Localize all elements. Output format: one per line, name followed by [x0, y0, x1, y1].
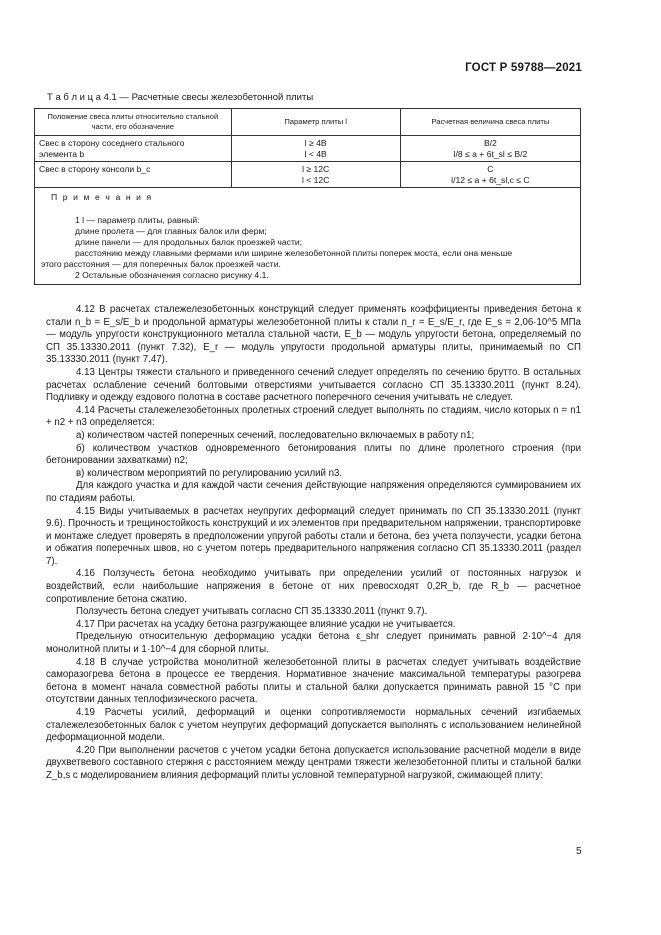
paragraph-4-13: 4.13 Центры тяжести стального и приведенного сечений следует определять по сечению брутто. В остальных расчетах ослабление сечений болтовыми отверстиями учитывается согласно СП 35.13330.2011 (пункт 8.24). Подливку и одежду ездового полотна в составе расчетного поперечного сечения учитывать не следует.	[46, 366, 581, 404]
table-cell: B/2 l/8 ≤ a + 6t_sl ≤ B/2	[400, 136, 580, 162]
paragraph-4-15: 4.15 Виды учитываемых в расчетах неупругих деформаций следует принимать по СП 35.13330.2011 (пункт 9.6). Прочность и трещиностойкость конструкций и их элементов при предварительном напряжении, транспортировке и монтаже следует проверять в предположении упругой работы стали и бетона, без учета ползучести, усадки бетона и обжатия поперечных швов, но с учетом потерь предварительного напряжения согласно СП 35.13330.2011 (раздел 7).	[46, 505, 581, 567]
slab-overhang-table	[34, 108, 581, 285]
paragraph-4-19: 4.19 Расчеты усилий, деформаций и оценки сопротивляемости нормальных сечений изгибаемых сталежелезобетонных балок с учетом неупругих деформаций допускается выполнять с использованием нелинейной деформационной модели.	[46, 707, 581, 744]
table-caption: Т а б л и ц а 4.1 — Расчетные свесы железобетонной плиты	[47, 92, 314, 103]
list-item-c: в) количеством мероприятий по регулированию усилий n3.	[76, 467, 343, 479]
table-cell: Свес в сторону консоли b_c	[35, 162, 232, 188]
table-notes	[35, 188, 581, 285]
paragraph-4-16: 4.16 Ползучесть бетона необходимо учитывать при определении усилий от постоянных нагрузок и воздействий, если наибольшие напряжения в бетоне от них превосходят 0,2R_b, где R_b — расчетное сопротивление бетона сжатию.	[46, 568, 581, 605]
table-cell: Свес в сторону соседнего стального элемента b	[35, 136, 232, 162]
paragraph-4-12: 4.12 В расчетах сталежелезобетонных конструкций следует применять коэффициенты приведения бетона к стали n_b = E_s/E_b и продольной арматуры железобетонной плиты к стали n_r = E_s/E_r, где E_s = 2,06·10^5 МПа — модуль упругости конструкционного металла стальной части, E_b — модуль упругости бетона, определяемый по СП 35.13330.2011 (пункт 7.32), E_r — модуль упругости продольной арматуры плиты, принимаемый по СП 35.13330.2011 (пункт 7.47).	[46, 304, 581, 366]
paragraph-4-20: 4.20 При выполнении расчетов с учетом усадки бетона допускается использование расчетной модели в виде двухветвевого составного стержня с расстоянием между центрами тяжести железобетонной плиты и стальной балки Z_b,s с моделированием влияния деформаций плиты условной температурной нагрузкой, сжимающей плиту:	[46, 744, 581, 781]
paragraph: Ползучесть бетона следует учитывать согласно СП 35.13330.2011 (пункт 9.7).	[76, 606, 428, 618]
note-line: этого расстояния — для поперечных балок проезжей части.	[41, 259, 281, 269]
table-cell: l ≥ 4B l < 4B	[231, 136, 400, 162]
paragraph-4-14: 4.14 Расчеты сталежелезобетонных пролетных строений следует выполнять по стадиям, число которых n = n1 + n2 + n3 определяется:	[46, 404, 581, 429]
note-line: длине панели — для продольных балок проезжей части;	[75, 237, 303, 247]
table-cell: C l/12 ≤ a + 6t_sl,c ≤ C	[400, 162, 580, 188]
table-row	[35, 162, 581, 188]
paragraph-4-17: 4.17 При расчетах на усадку бетона разгружающее влияние усадки не учитывается.	[76, 618, 456, 630]
table-cell: l ≥ 12C l < 12C	[231, 162, 400, 188]
table-header-position: Положение свеса плиты относительно стальной части, его обозначение	[35, 109, 232, 136]
paragraph: Предельную относительную деформацию усадки бетона ε_shr следует принимать равной 2·10^−4 для монолитной плиты и 1·10^−4 для сборной плиты.	[46, 631, 581, 656]
note-line: 2 Остальные обозначения согласно рисунку 4.1.	[75, 270, 269, 280]
note-line: 1 l — параметр плиты, равный:	[75, 215, 200, 225]
list-item-a: а) количеством частей поперечных сечений, последовательно включаемых в работу n1;	[76, 429, 475, 441]
page-number: 5	[576, 846, 582, 857]
table-header-parameter: Параметр плиты l	[231, 109, 400, 136]
notes-heading: П р и м е ч а н и я	[51, 192, 153, 202]
note-line: расстоянию между главными фермами или ширине железобетонной плиты поперек моста, если она меньше	[75, 248, 513, 258]
body-text	[46, 304, 581, 783]
paragraph: Для каждого участка и для каждой части сечения действующие напряжения определяются суммированием их по стадиям работы.	[46, 480, 581, 504]
paragraph-4-18: 4.18 В случае устройства монолитной железобетонной плиты в расчетах следует учитывать воздействие саморазогрева бетона в процессе ее твердения. Нормативное значение максимальной температуры разогрева бетона в момент начала совместной работы плиты и стальной балки допускается принимать равной 15 °С при отсутствии данных теплофизического расчета.	[46, 656, 581, 706]
table-header-value: Расчетная величина свеса плиты	[400, 109, 580, 136]
list-item-b: б) количеством участков одновременного бетонирования плиты по длине пролетного строения (при бетонировании захватками) n2;	[46, 442, 581, 467]
standard-designation: ГОСТ Р 59788—2021	[465, 62, 582, 74]
table-row	[35, 136, 581, 162]
note-line: длине пролета — для главных балок или ферм;	[75, 226, 267, 236]
